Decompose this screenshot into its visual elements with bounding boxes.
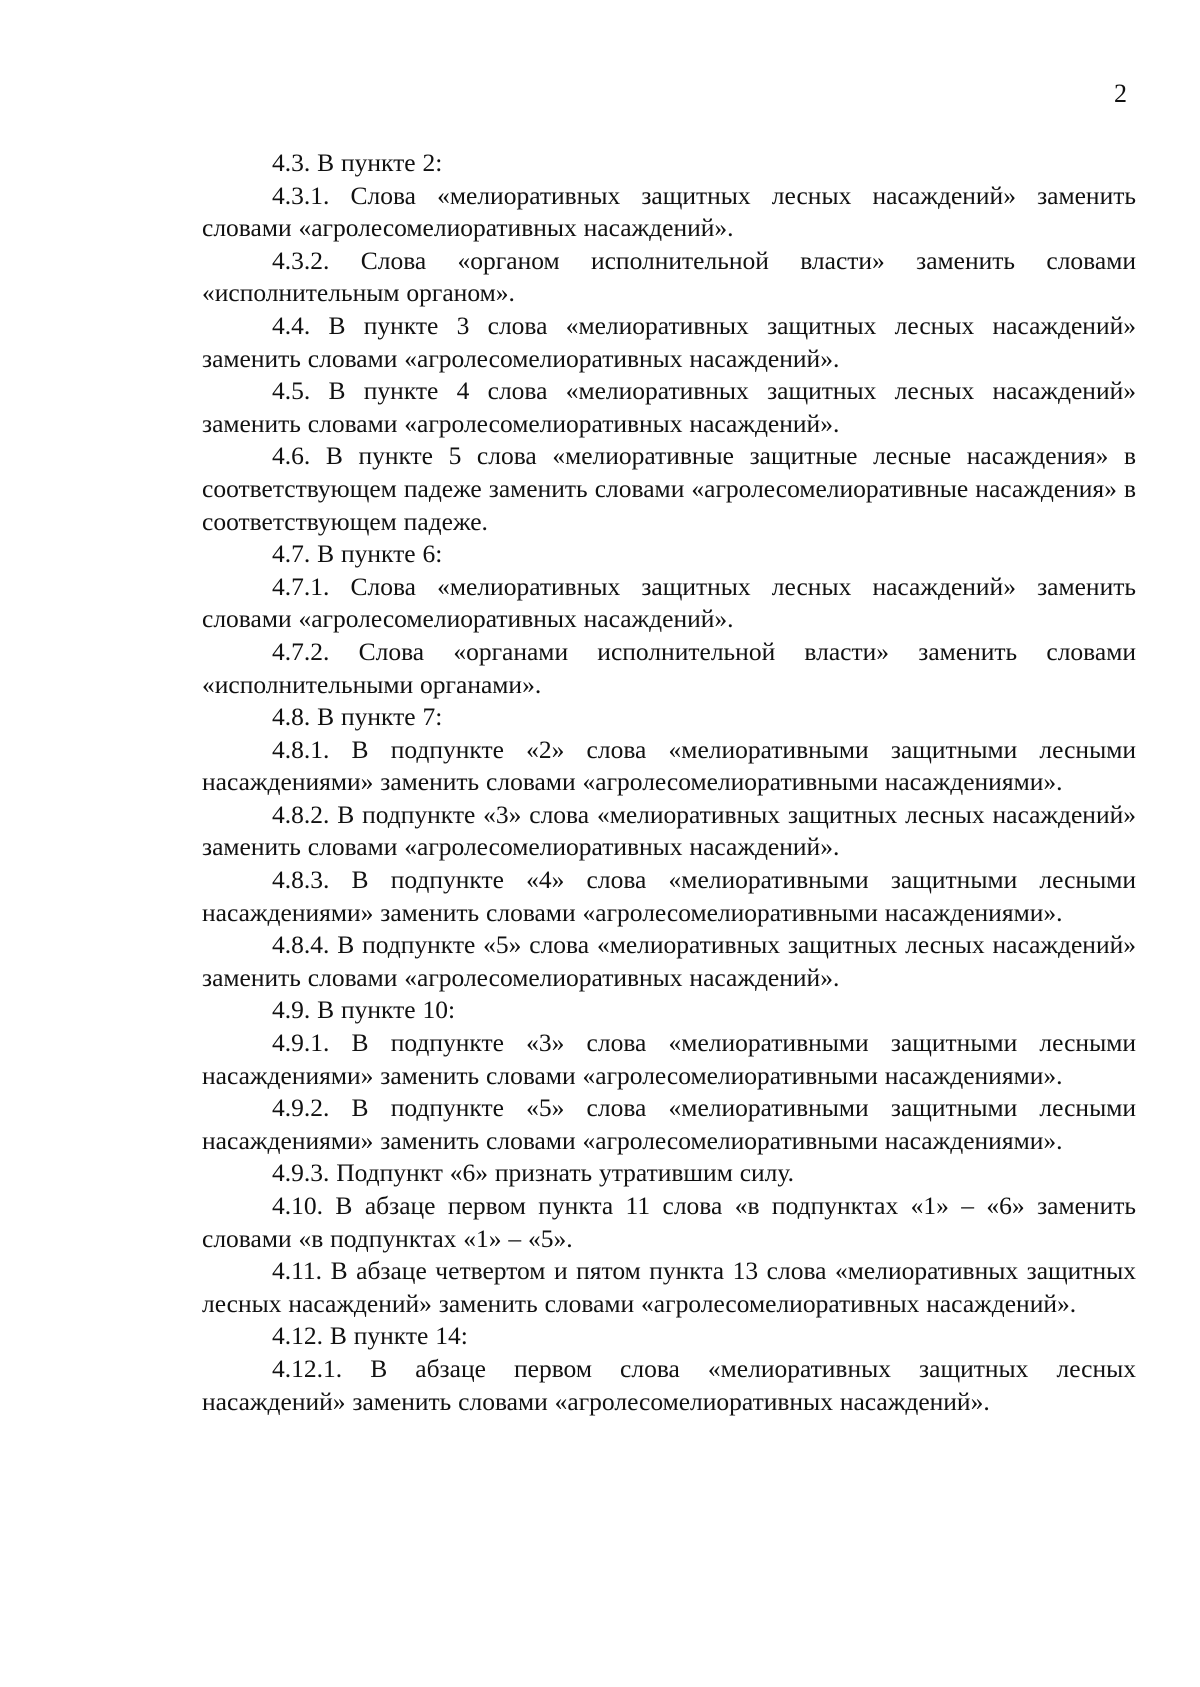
paragraph-4-3-1: 4.3.1. Слова «мелиоративных защитных лесных насаждений» заменить словами «агролесомелиоративных насаждений». xyxy=(202,180,1136,243)
paragraph-4-6: 4.6. В пункте 5 слова «мелиоративные защитные лесные насаждения» в соответствующем падеже заменить словами «агролесомелиоративные насаждения» в соответствующем падеже. xyxy=(202,441,1136,536)
paragraph-4-9-2: 4.9.2. В подпункте «5» слова «мелиоративными защитными лесными насаждениями» заменить словами «агролесомелиоративными насаждениями». xyxy=(202,1093,1136,1155)
paragraph-4-4: 4.4. В пункте 3 слова «мелиоративных защитных лесных насаждений» заменить словами «агролесомелиоративных насаждений». xyxy=(202,310,1136,373)
paragraph-4-7: 4.7. В пункте 6: xyxy=(272,539,443,569)
paragraph-4-7-1: 4.7.1. Слова «мелиоративных защитных лесных насаждений» заменить словами «агролесомелиоративных насаждений». xyxy=(202,571,1136,634)
paragraph-4-11: 4.11. В абзаце четвертом и пятом пункта 13 слова «мелиоративных защитных лесных насаждений» заменить словами «агролесомелиоративных насаждений». xyxy=(202,1256,1136,1318)
paragraph-4-9-3: 4.9.3. Подпункт «6» признать утратившим силу. xyxy=(272,1158,794,1188)
paragraph-4-9-1: 4.9.1. В подпункте «3» слова «мелиоративными защитными лесными насаждениями» заменить словами «агролесомелиоративными насаждениями». xyxy=(202,1028,1136,1090)
page-number: 2 xyxy=(1114,79,1127,108)
paragraph-4-8: 4.8. В пункте 7: xyxy=(272,702,443,732)
document-body xyxy=(202,147,1136,1418)
paragraph-4-5: 4.5. В пункте 4 слова «мелиоративных защитных лесных насаждений» заменить словами «агролесомелиоративных насаждений». xyxy=(202,376,1136,438)
paragraph-4-12: 4.12. В пункте 14: xyxy=(272,1321,468,1351)
paragraph-4-7-2: 4.7.2. Слова «органами исполнительной власти» заменить словами «исполнительными органами». xyxy=(202,636,1136,699)
paragraph-4-8-4: 4.8.4. В подпункте «5» слова «мелиоративных защитных лесных насаждений» заменить словами «агролесомелиоративных насаждений». xyxy=(202,930,1136,992)
paragraph-4-8-1: 4.8.1. В подпункте «2» слова «мелиоративными защитными лесными насаждениями» заменить словами «агролесомелиоративными насаждениями». xyxy=(202,734,1136,797)
paragraph-4-12-1: 4.12.1. В абзаце первом слова «мелиоративных защитных лесных насаждений» заменить словами «агролесомелиоративных насаждений». xyxy=(202,1353,1136,1416)
paragraph-4-10: 4.10. В абзаце первом пункта 11 слова «в подпунктах «1» – «6» заменить словами «в подпунктах «1» – «5». xyxy=(202,1191,1136,1253)
paragraph-4-8-2: 4.8.2. В подпункте «3» слова «мелиоративных защитных лесных насаждений» заменить словами «агролесомелиоративных насаждений». xyxy=(202,799,1136,862)
paragraph-4-3-2: 4.3.2. Слова «органом исполнительной власти» заменить словами «исполнительным органом». xyxy=(202,245,1136,308)
paragraph-4-3: 4.3. В пункте 2: xyxy=(272,148,443,177)
paragraph-4-9: 4.9. В пункте 10: xyxy=(272,995,456,1025)
paragraph-4-8-3: 4.8.3. В подпункте «4» слова «мелиоративными защитными лесными насаждениями» заменить словами «агролесомелиоративными насаждениями». xyxy=(202,865,1136,927)
